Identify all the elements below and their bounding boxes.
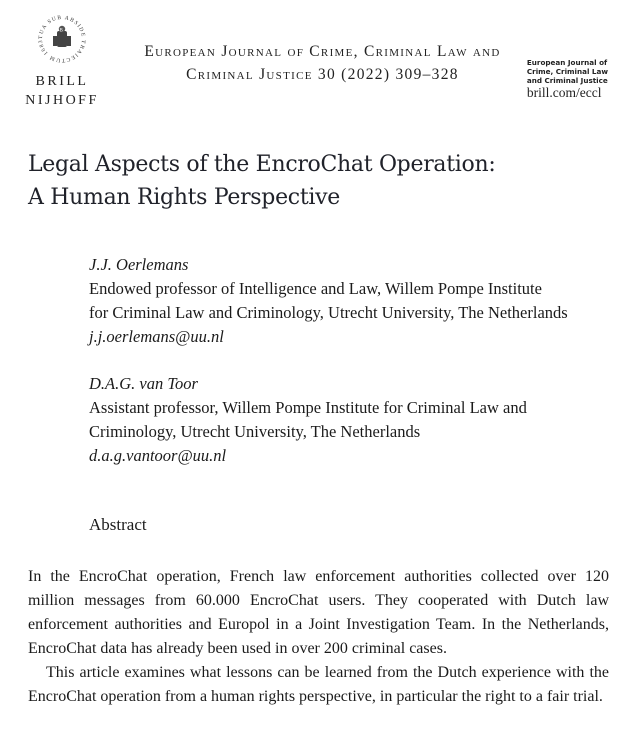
author-name: D.A.G. van Toor [89, 374, 198, 393]
svg-text:B: B [59, 28, 63, 34]
article-title-line2: A Human Rights Perspective [28, 185, 340, 210]
author-affiliation-line2: Criminology, Utrecht University, The Netherlands [89, 422, 421, 441]
abstract-paragraph-2: This article examines what lessons can be learned from the Dutch experience with the EncroChat operation from a human rights perspective, in particular the right to a fair trial. [28, 664, 609, 705]
author-block [89, 253, 568, 349]
journal-header [120, 40, 525, 86]
author-email[interactable]: j.j.oerlemans@uu.nl [89, 327, 224, 346]
journal-header-line1: European Journal of Crime, Criminal Law and [144, 43, 501, 60]
journal-side-line3: and Criminal Justice [526, 76, 608, 85]
journal-side-label [527, 58, 608, 100]
publisher-logo [22, 14, 102, 110]
publisher-name-line1: BRILL [35, 74, 89, 89]
author-affiliation-line1: Endowed professor of Intelligence and Law, Willem Pompe Institute [89, 279, 542, 298]
journal-side-line2: Crime, Criminal Law [526, 67, 608, 76]
journal-url[interactable]: brill.com/eccl [526, 85, 602, 100]
journal-side-line1: European Journal of [526, 58, 608, 67]
journal-header-line2: Criminal Justice 30 (2022) 309–328 [186, 66, 459, 83]
author-name: J.J. Oerlemans [89, 255, 189, 274]
publisher-name-line2: NIJHOFF [25, 93, 99, 108]
author-email[interactable]: d.a.g.vantoor@uu.nl [89, 446, 227, 465]
abstract-body [28, 565, 609, 709]
article-title [28, 148, 495, 214]
author-affiliation-line2: for Criminal Law and Criminology, Utrecht University, The Netherlands [89, 303, 568, 322]
svg-text:TUA SUB ABSIDE TRAIECTUM 1683: TUA SUB ABSIDE TRAIECTUM 1683 [37, 14, 87, 64]
article-title-line1: Legal Aspects of the EncroChat Operation: [28, 152, 496, 177]
abstract-heading: Abstract [89, 515, 147, 534]
author-affiliation-line1: Assistant professor, Willem Pompe Institute for Criminal Law and [89, 398, 527, 417]
abstract-paragraph-1: In the EncroChat operation, French law enforcement authorities collected over 120 million messages from 60.000 EncroChat users. They cooperated with Dutch law enforcement authorities and Europol in a Joint Investigation Team. In the Netherlands, EncroChat data has already been used in over 200 criminal cases. [28, 568, 609, 657]
author-block [89, 372, 527, 468]
publisher-seal-icon [36, 14, 88, 64]
